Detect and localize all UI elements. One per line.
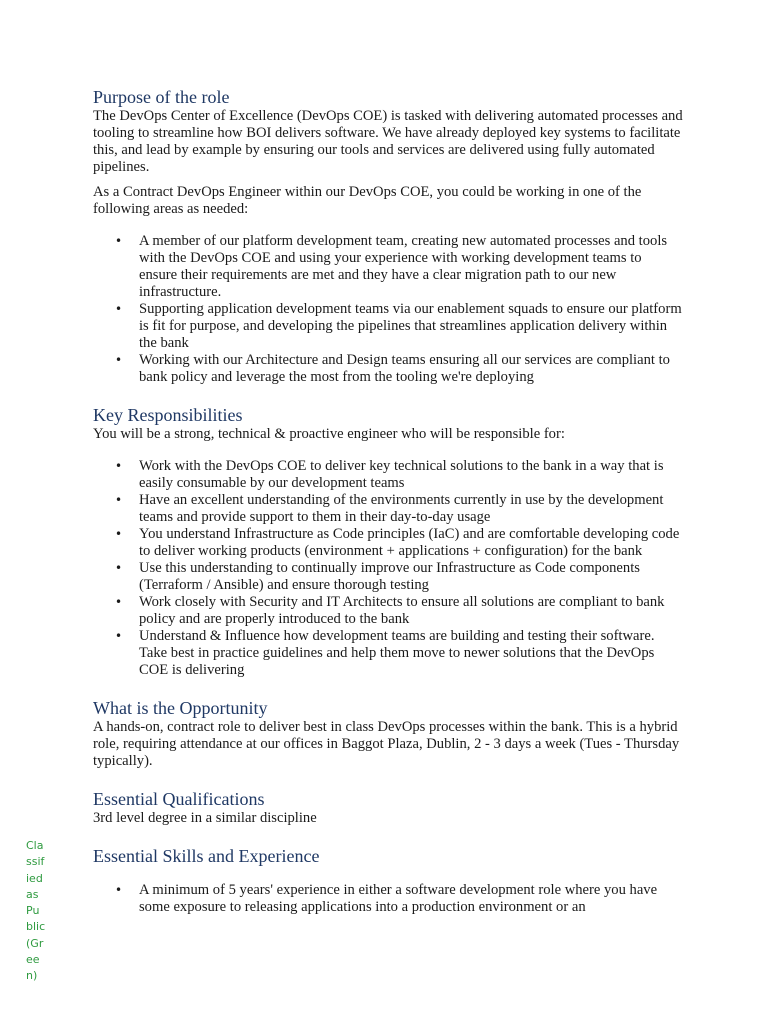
list-item: • Work with the DevOps COE to deliver key technical solutions to the bank in a way that is easily consumable by our development teams (139, 458, 683, 492)
qualifications-paragraph: 3rd level degree in a similar discipline (93, 810, 317, 826)
list-item: • Have an excellent understanding of the environments currently in use by the development teams and provide support to them in their day-to-day usage (139, 492, 683, 526)
classification-label: Classified as Public (Green) (26, 839, 46, 983)
list-item: • Working with our Architecture and Design teams ensuring all our services are compliant to bank policy and leverage the most from the tooling we're deploying (139, 352, 683, 386)
list-item: • Supporting application development teams via our enablement squads to ensure our platform is fit for purpose, and developing the pipelines that streamlines application delivery within the bank (139, 301, 683, 352)
list-item: • Use this understanding to continually improve our Infrastructure as Code components (Terraform / Ansible) and ensure thorough testing (139, 560, 683, 594)
purpose-paragraph-2: As a Contract DevOps Engineer within our DevOps COE, you could be working in one of the following areas as needed: (93, 184, 642, 217)
purpose-bullet-list (93, 233, 683, 386)
list-item: • You understand Infrastructure as Code principles (IaC) and are comfortable developing code to deliver working products (environment + applications + configuration) for the bank (139, 526, 683, 560)
heading-purpose-of-the-role: Purpose of the role (93, 87, 230, 107)
opportunity-paragraph: A hands-on, contract role to deliver best in class DevOps processes within the bank. This is a hybrid role, requiring attendance at our offices in Baggot Plaza, Dublin, 2 - 3 days a week (Tues - Thursday typically). (93, 719, 680, 769)
list-item: • A minimum of 5 years' experience in either a software development role where you have some exposure to releasing applications into a production environment or an (139, 882, 683, 916)
list-item: • A member of our platform development team, creating new automated processes and tools with the DevOps COE and using your experience with working development teams to ensure their requirements are met and they have a clear migration path to our new infrastructure. (139, 233, 683, 301)
skills-bullet-list (93, 882, 683, 916)
responsibilities-bullet-list (93, 458, 683, 679)
heading-essential-qualifications: Essential Qualifications (93, 789, 265, 809)
document-body (93, 86, 683, 916)
heading-what-is-the-opportunity: What is the Opportunity (93, 698, 268, 718)
purpose-paragraph-1: The DevOps Center of Excellence (DevOps COE) is tasked with delivering automated processes and tooling to streamline how BOI delivers software. We have already deployed key systems to facilitate this, and lead by example by ensuring our tools and services are delivered using fully automated pipelines. (93, 108, 683, 175)
responsibilities-intro: You will be a strong, technical & proactive engineer who will be responsible for: (93, 426, 565, 442)
list-item: • Work closely with Security and IT Architects to ensure all solutions are compliant to bank policy and are properly introduced to the bank (139, 594, 683, 628)
list-item: • Understand & Influence how development teams are building and testing their software. Take best in practice guidelines and help them move to newer solutions that the DevOps COE is delivering (139, 628, 683, 679)
heading-essential-skills-and-experience: Essential Skills and Experience (93, 846, 320, 866)
heading-key-responsibilities: Key Responsibilities (93, 405, 243, 425)
